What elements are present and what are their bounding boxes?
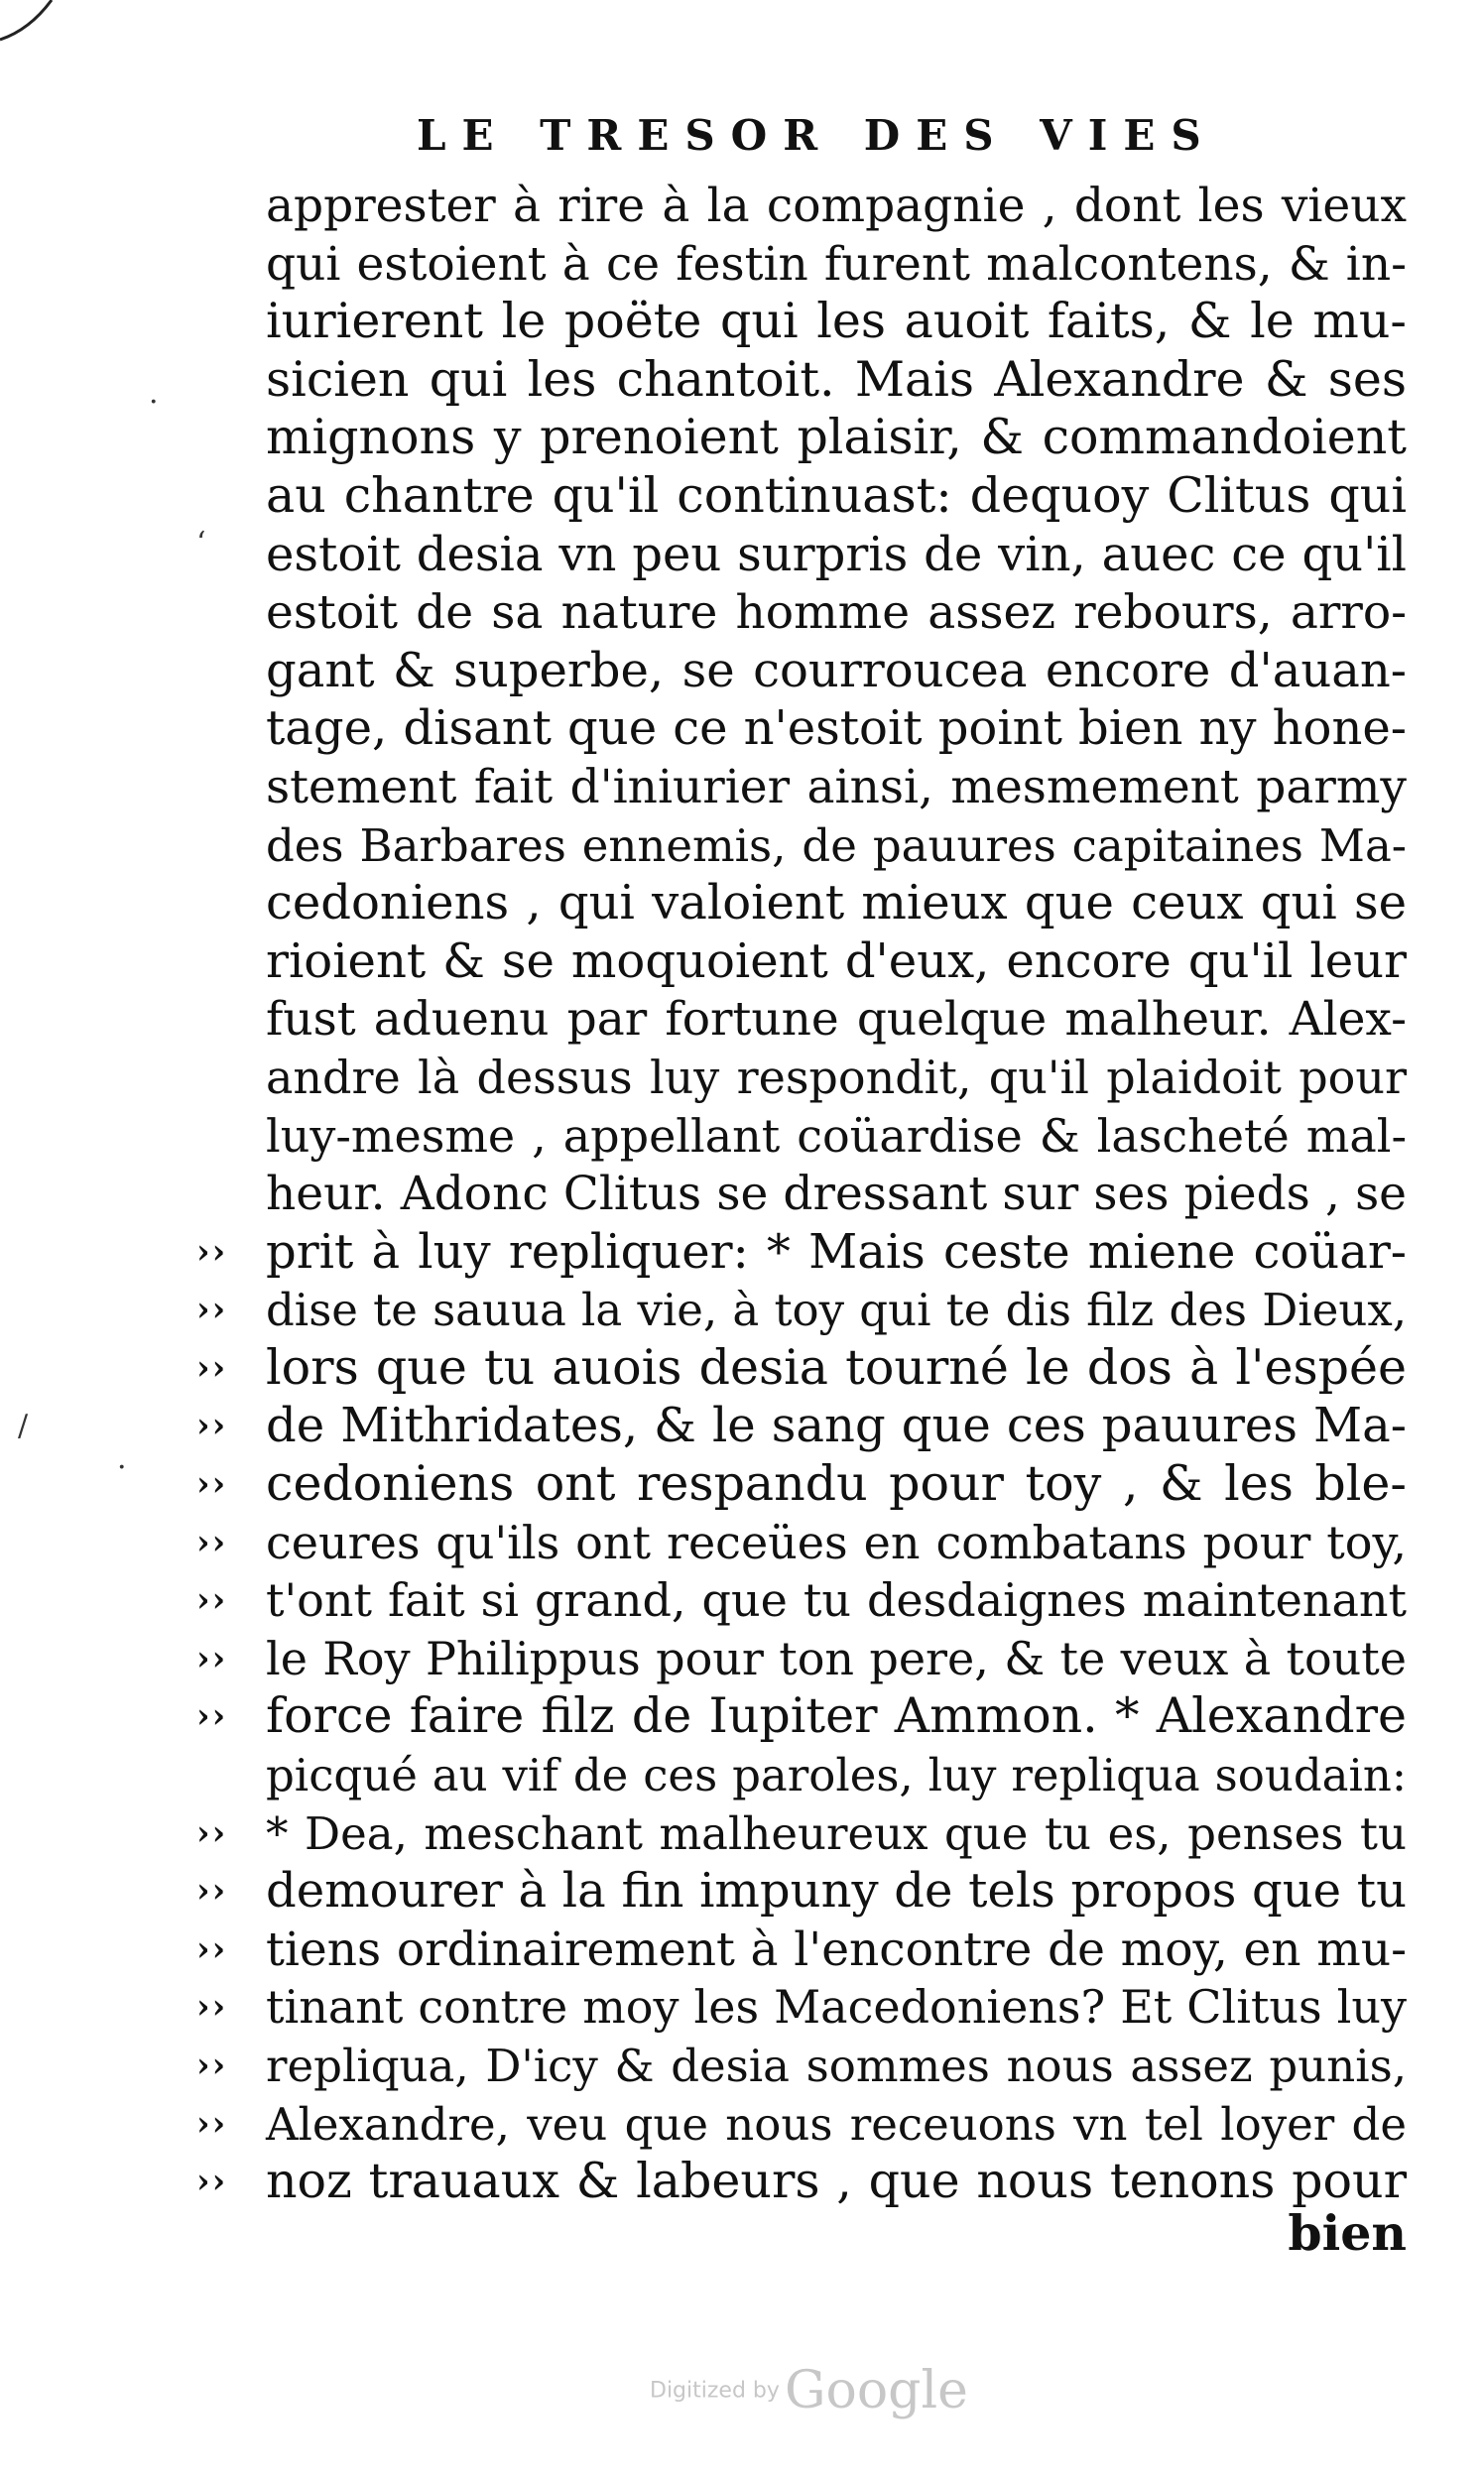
running-head: LE TRESOR DES VIES [417, 111, 1217, 160]
text-line-content: rioient & se moquoient d'eux, encore qu'il leur [266, 932, 1407, 989]
quotation-marker: ›› [196, 1522, 228, 1562]
quotation-marker: ›› [196, 1580, 228, 1621]
text-line-content: stement fait d'iniurier ainsi, mesmement parmy [266, 759, 1407, 814]
quotation-marker: ›› [196, 1290, 228, 1330]
text-line-content: fust aduenu par fortune quelque malheur. Alex- [266, 992, 1407, 1048]
text-line-content: dise te sauua la vie, à toy qui te dis filz des Dieux, [266, 1284, 1407, 1337]
text-line-content: prit à luy repliquer: * Mais ceste miene coüar- [266, 1223, 1407, 1280]
text-line [266, 583, 1407, 642]
google-logo: Google [785, 2361, 968, 2420]
text-line [266, 932, 1407, 991]
text-line [196, 1397, 1407, 1455]
text-line [266, 758, 1407, 816]
text-line [196, 1571, 1407, 1630]
text-line [196, 1978, 1407, 2037]
text-line-content: iurierent le poëte qui les auoit faits, & le mu- [266, 293, 1407, 350]
quotation-marker: ›› [196, 1696, 228, 1737]
text-line [266, 874, 1407, 932]
text-line-content: repliqua, D'icy & desia sommes nous assez punis, [266, 2040, 1407, 2092]
text-line-content: estoit desia vn peu surpris de vin, auec ce qu'il [266, 526, 1407, 582]
quotation-marker: ›› [196, 2162, 228, 2202]
text-line-content: Alexandre, veu que nous receuons vn tel loyer de [266, 2097, 1407, 2151]
quotation-marker: ›› [196, 1812, 228, 1853]
text-line-content: ceures qu'ils ont receües en combatans pour toy, [266, 1515, 1407, 1569]
digitized-prefix: Digitized by [650, 2378, 780, 2404]
text-line-content: cedoniens , qui valoient mieux que ceux qui se [266, 875, 1407, 931]
text-line [266, 467, 1407, 526]
text-line-content: estoit de sa nature homme assez rebours, arro- [266, 585, 1407, 641]
text-line-content: apprester à rire à la compagnie , dont les vieux [266, 179, 1407, 233]
text-line [266, 1107, 1407, 1166]
text-line-content: au chantre qu'il continuast: dequoy Clitus qui [266, 466, 1407, 524]
page-corner-mark [0, 0, 79, 60]
text-line [266, 1165, 1407, 1223]
text-line-content: andre là dessus luy respondit, qu'il plaidoit pour [266, 1050, 1407, 1104]
text-line [196, 2095, 1407, 2154]
text-line [266, 816, 1407, 875]
text-line [196, 1687, 1407, 1746]
text-line [266, 1049, 1407, 1107]
quotation-marker: ›› [196, 1464, 228, 1505]
text-line [196, 1514, 1407, 1572]
text-line [196, 1223, 1407, 1282]
quotation-marker: ›› [196, 1638, 228, 1678]
text-line-content: tinant contre moy les Macedoniens? Et Clitus luy [266, 1980, 1407, 2035]
quotation-marker: ›› [196, 1987, 228, 2028]
text-line [196, 1862, 1407, 1921]
text-line [196, 1455, 1407, 1514]
text-line [196, 1921, 1407, 1979]
text-line [196, 1338, 1407, 1398]
text-line [266, 293, 1407, 351]
text-line-content: heur. Adonc Clitus se dressant sur ses pieds , se [266, 1167, 1407, 1222]
text-line [266, 699, 1407, 758]
text-line-content: tiens ordinairement à l'encontre de moy, en mu- [266, 1922, 1407, 1977]
text-line [196, 1281, 1407, 1339]
text-line-content: luy-mesme , appellant coüardise & lascheté mal- [266, 1108, 1407, 1163]
text-line [266, 642, 1407, 700]
text-line-content: de Mithridates, & le sang que ces pauures Ma- [266, 1398, 1407, 1454]
quotation-marker: ›› [196, 1347, 228, 1388]
text-line [266, 351, 1407, 410]
catchword: bien [1288, 2204, 1407, 2262]
text-line [196, 2153, 1407, 2211]
margin-speck: / [18, 1409, 29, 1443]
text-line-content: mignons y prenoient plaisir, & commandoient [266, 409, 1407, 466]
margin-speck: · [149, 385, 159, 420]
text-line [196, 1804, 1407, 1863]
text-line-content: lors que tu auois desia tourné le dos à l'espée [266, 1338, 1407, 1396]
text-line-content: gant & superbe, se courroucea encore d'auan- [266, 642, 1407, 698]
text-line-content: * Dea, meschant malheureux que tu es, penses tu [266, 1806, 1407, 1860]
text-line [266, 990, 1407, 1049]
quotation-marker: ›› [196, 2103, 228, 2144]
body-text [196, 177, 1407, 2211]
text-line-content: force faire filz de Iupiter Ammon. * Alexandre [266, 1687, 1407, 1745]
quotation-marker: ›› [196, 1871, 228, 1912]
quotation-marker: ›› [196, 2046, 228, 2085]
text-line-content: cedoniens ont respandu pour toy , & les ble- [266, 1455, 1407, 1513]
text-line-content: le Roy Philippus pour ton pere, & te veux à toute [266, 1631, 1407, 1685]
text-line [196, 1630, 1407, 1688]
margin-speck: ʻ [196, 526, 206, 560]
text-line-content: t'ont fait si grand, que tu desdaignes maintenant [266, 1573, 1407, 1628]
digitized-stamp [650, 2361, 968, 2420]
text-line-content: tage, disant que ce n'estoit point bien ny hone- [266, 700, 1407, 757]
text-line-content: sicien qui les chantoit. Mais Alexandre & ses [266, 350, 1407, 408]
text-line [266, 1746, 1407, 1804]
text-line [266, 177, 1407, 235]
quotation-marker: ›› [196, 1231, 228, 1272]
text-line-content: picqué au vif de ces paroles, luy repliqua soudain: [266, 1749, 1407, 1802]
text-line-content: demourer à la fin impuny de tels propos que tu [266, 1863, 1407, 1920]
quotation-marker: ›› [196, 1406, 228, 1446]
quotation-marker: ›› [196, 1928, 228, 1969]
text-line [266, 235, 1407, 294]
margin-speck: · [117, 1450, 127, 1485]
text-line [266, 409, 1407, 467]
text-line-content: qui estoient à ce festin furent malcontens, & in- [266, 236, 1407, 292]
text-line-content: des Barbares ennemis, de pauures capitaines Ma- [266, 818, 1407, 872]
text-line-content: noz trauaux & labeurs , que nous tenons pour [266, 2153, 1407, 2210]
text-line [266, 526, 1407, 584]
text-line [196, 2037, 1407, 2095]
